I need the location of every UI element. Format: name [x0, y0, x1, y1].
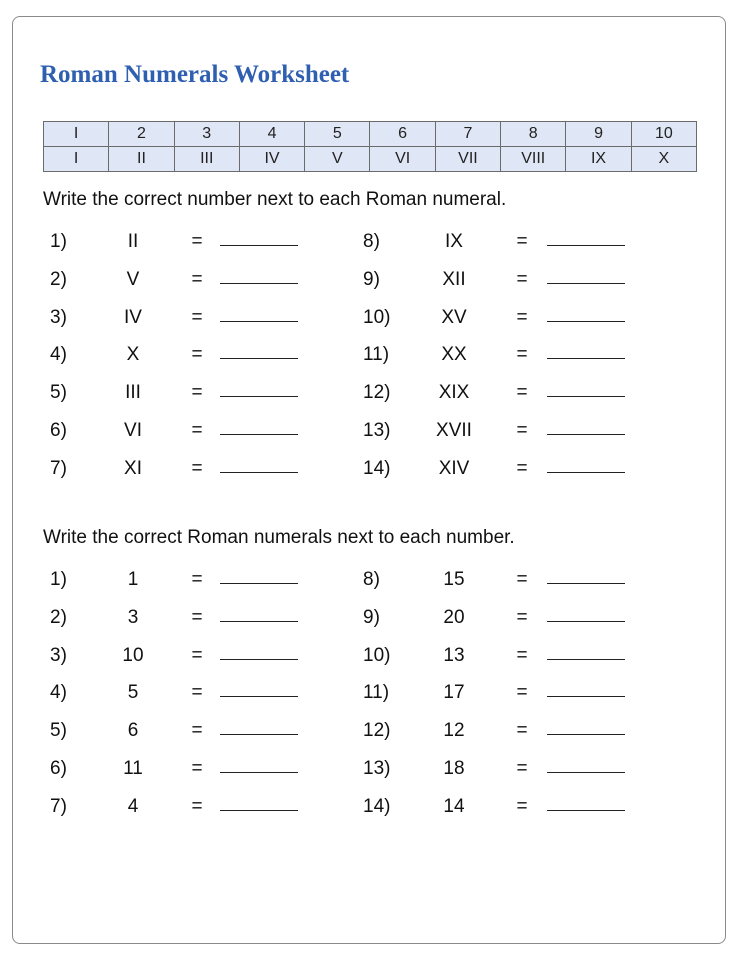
exercise-row	[0, 643, 741, 669]
equals-sign: =	[516, 795, 528, 817]
answer-blank[interactable]	[547, 756, 625, 773]
exercise-value: 13	[443, 644, 465, 666]
exercise-number: 6)	[50, 420, 67, 441]
exercise-number: 11)	[363, 682, 390, 704]
reference-cell-numerals: VII	[435, 147, 500, 172]
exercise-number: 8)	[363, 231, 380, 252]
worksheet-title: Roman Numerals Worksheet	[40, 61, 350, 88]
answer-blank[interactable]	[547, 380, 625, 397]
reference-cell-numbers: 9	[566, 122, 631, 147]
answer-blank[interactable]	[547, 643, 625, 660]
exercise-row	[0, 756, 741, 782]
section1-instruction: Write the correct number next to each Roman numeral.	[43, 189, 507, 210]
exercise-row	[0, 342, 741, 368]
exercise-number: 13)	[363, 420, 391, 441]
equals-sign: =	[516, 457, 528, 479]
exercise-number: 11)	[363, 344, 390, 366]
reference-cell-numerals: VIII	[501, 147, 566, 172]
exercise-value: 15	[443, 569, 465, 590]
exercise-number: 1)	[50, 569, 67, 590]
exercise-number: 10)	[363, 306, 391, 328]
reference-cell-numerals: I	[44, 147, 109, 172]
answer-blank[interactable]	[547, 418, 625, 435]
exercise-number: 7)	[50, 457, 67, 479]
exercise-number: 12)	[363, 720, 391, 742]
reference-cell-numbers: 8	[501, 122, 566, 147]
reference-cell-numbers: 10	[631, 122, 696, 147]
equals-sign: =	[516, 231, 528, 252]
exercise-value: IX	[445, 231, 463, 252]
answer-blank[interactable]	[547, 267, 625, 284]
reference-cell-numerals: IX	[566, 147, 631, 172]
exercise-value: IV	[124, 306, 142, 328]
exercise-value: XIX	[438, 382, 470, 404]
reference-cell-numbers: I	[44, 122, 109, 147]
equals-sign: =	[516, 720, 528, 742]
equals-sign: =	[191, 420, 203, 441]
exercise-number: 2)	[50, 606, 67, 628]
exercise-number: 10)	[363, 644, 391, 666]
exercise-value: X	[126, 344, 140, 366]
answer-blank[interactable]	[547, 305, 625, 322]
reference-table	[43, 121, 697, 172]
exercise-value: XI	[124, 457, 142, 479]
equals-sign: =	[191, 644, 203, 666]
exercise-row	[0, 418, 741, 444]
answer-blank[interactable]	[547, 718, 625, 735]
equals-sign: =	[191, 606, 203, 628]
exercise-row	[0, 680, 741, 706]
exercise-value: 3	[127, 606, 139, 628]
exercise-row	[0, 456, 741, 482]
exercise-value: 4	[127, 795, 139, 817]
exercise-number: 5)	[50, 720, 67, 742]
exercise-number: 12)	[363, 382, 391, 404]
exercise-number: 4)	[50, 682, 67, 704]
exercise-value: V	[126, 268, 140, 290]
exercise-number: 14)	[363, 457, 391, 479]
equals-sign: =	[191, 682, 203, 704]
reference-cell-numbers: 7	[435, 122, 500, 147]
equals-sign: =	[516, 682, 528, 704]
exercise-value: II	[127, 231, 139, 252]
reference-cell-numbers: 5	[305, 122, 370, 147]
exercise-row	[0, 794, 741, 820]
reference-cell-numerals: X	[631, 147, 696, 172]
answer-blank[interactable]	[547, 680, 625, 697]
exercise-row	[0, 718, 741, 744]
exercise-number: 14)	[363, 795, 391, 817]
equals-sign: =	[191, 569, 203, 590]
equals-sign: =	[516, 569, 528, 590]
exercise-value: 20	[443, 606, 465, 628]
equals-sign: =	[191, 720, 203, 742]
exercise-row	[0, 380, 741, 406]
section2-instruction: Write the correct Roman numerals next to each number.	[43, 527, 515, 548]
equals-sign: =	[516, 644, 528, 666]
reference-row-numerals	[44, 147, 697, 172]
exercise-value: 17	[443, 682, 465, 704]
equals-sign: =	[516, 306, 528, 328]
exercise-number: 13)	[363, 758, 391, 779]
answer-blank[interactable]	[547, 567, 625, 584]
exercise-value: 18	[443, 758, 465, 779]
exercise-value: III	[125, 382, 141, 404]
exercise-value: 1	[127, 569, 139, 590]
exercise-number: 3)	[50, 644, 67, 666]
answer-blank[interactable]	[547, 794, 625, 811]
exercise-value: XV	[441, 306, 467, 328]
equals-sign: =	[516, 344, 528, 366]
exercise-number: 4)	[50, 344, 67, 366]
equals-sign: =	[516, 268, 528, 290]
exercise-value: XVII	[436, 420, 472, 441]
equals-sign: =	[191, 457, 203, 479]
exercise-row	[0, 567, 741, 593]
reference-cell-numerals: IV	[239, 147, 304, 172]
equals-sign: =	[191, 306, 203, 328]
answer-blank[interactable]	[547, 342, 625, 359]
reference-cell-numbers: 6	[370, 122, 435, 147]
reference-cell-numerals: VI	[370, 147, 435, 172]
reference-cell-numerals: II	[109, 147, 174, 172]
reference-cell-numerals: V	[305, 147, 370, 172]
exercise-row	[0, 305, 741, 331]
equals-sign: =	[191, 268, 203, 290]
equals-sign: =	[191, 795, 203, 817]
equals-sign: =	[191, 382, 203, 404]
exercise-number: 3)	[50, 306, 67, 328]
answer-blank[interactable]	[547, 456, 625, 473]
exercise-value: 11	[123, 758, 143, 779]
reference-cell-numbers: 2	[109, 122, 174, 147]
exercise-row	[0, 605, 741, 631]
exercise-number: 1)	[50, 231, 67, 252]
exercise-value: 12	[443, 720, 465, 742]
equals-sign: =	[516, 382, 528, 404]
exercise-value: 10	[122, 644, 144, 666]
exercise-value: XIV	[438, 457, 470, 479]
reference-cell-numbers: 3	[174, 122, 239, 147]
equals-sign: =	[191, 344, 203, 366]
exercise-value: 14	[443, 795, 465, 817]
exercise-value: XII	[442, 268, 466, 290]
exercise-row	[0, 267, 741, 293]
equals-sign: =	[191, 231, 203, 252]
equals-sign: =	[516, 606, 528, 628]
exercise-number: 8)	[363, 569, 380, 590]
exercise-row	[0, 229, 741, 255]
exercise-value: XX	[441, 344, 467, 366]
exercise-value: 5	[127, 682, 139, 704]
equals-sign: =	[516, 420, 528, 441]
answer-blank[interactable]	[547, 605, 625, 622]
reference-cell-numbers: 4	[239, 122, 304, 147]
exercise-number: 6)	[50, 758, 67, 779]
exercise-number: 9)	[363, 268, 380, 290]
exercise-number: 2)	[50, 268, 67, 290]
exercise-number: 9)	[363, 606, 380, 628]
exercise-number: 5)	[50, 382, 67, 404]
exercise-value: 6	[127, 720, 139, 742]
equals-sign: =	[516, 758, 528, 779]
exercise-number: 7)	[50, 795, 67, 817]
exercise-value: VI	[124, 420, 142, 441]
reference-row-numbers	[44, 122, 697, 147]
equals-sign: =	[191, 758, 203, 779]
answer-blank[interactable]	[547, 229, 625, 246]
reference-cell-numerals: III	[174, 147, 239, 172]
